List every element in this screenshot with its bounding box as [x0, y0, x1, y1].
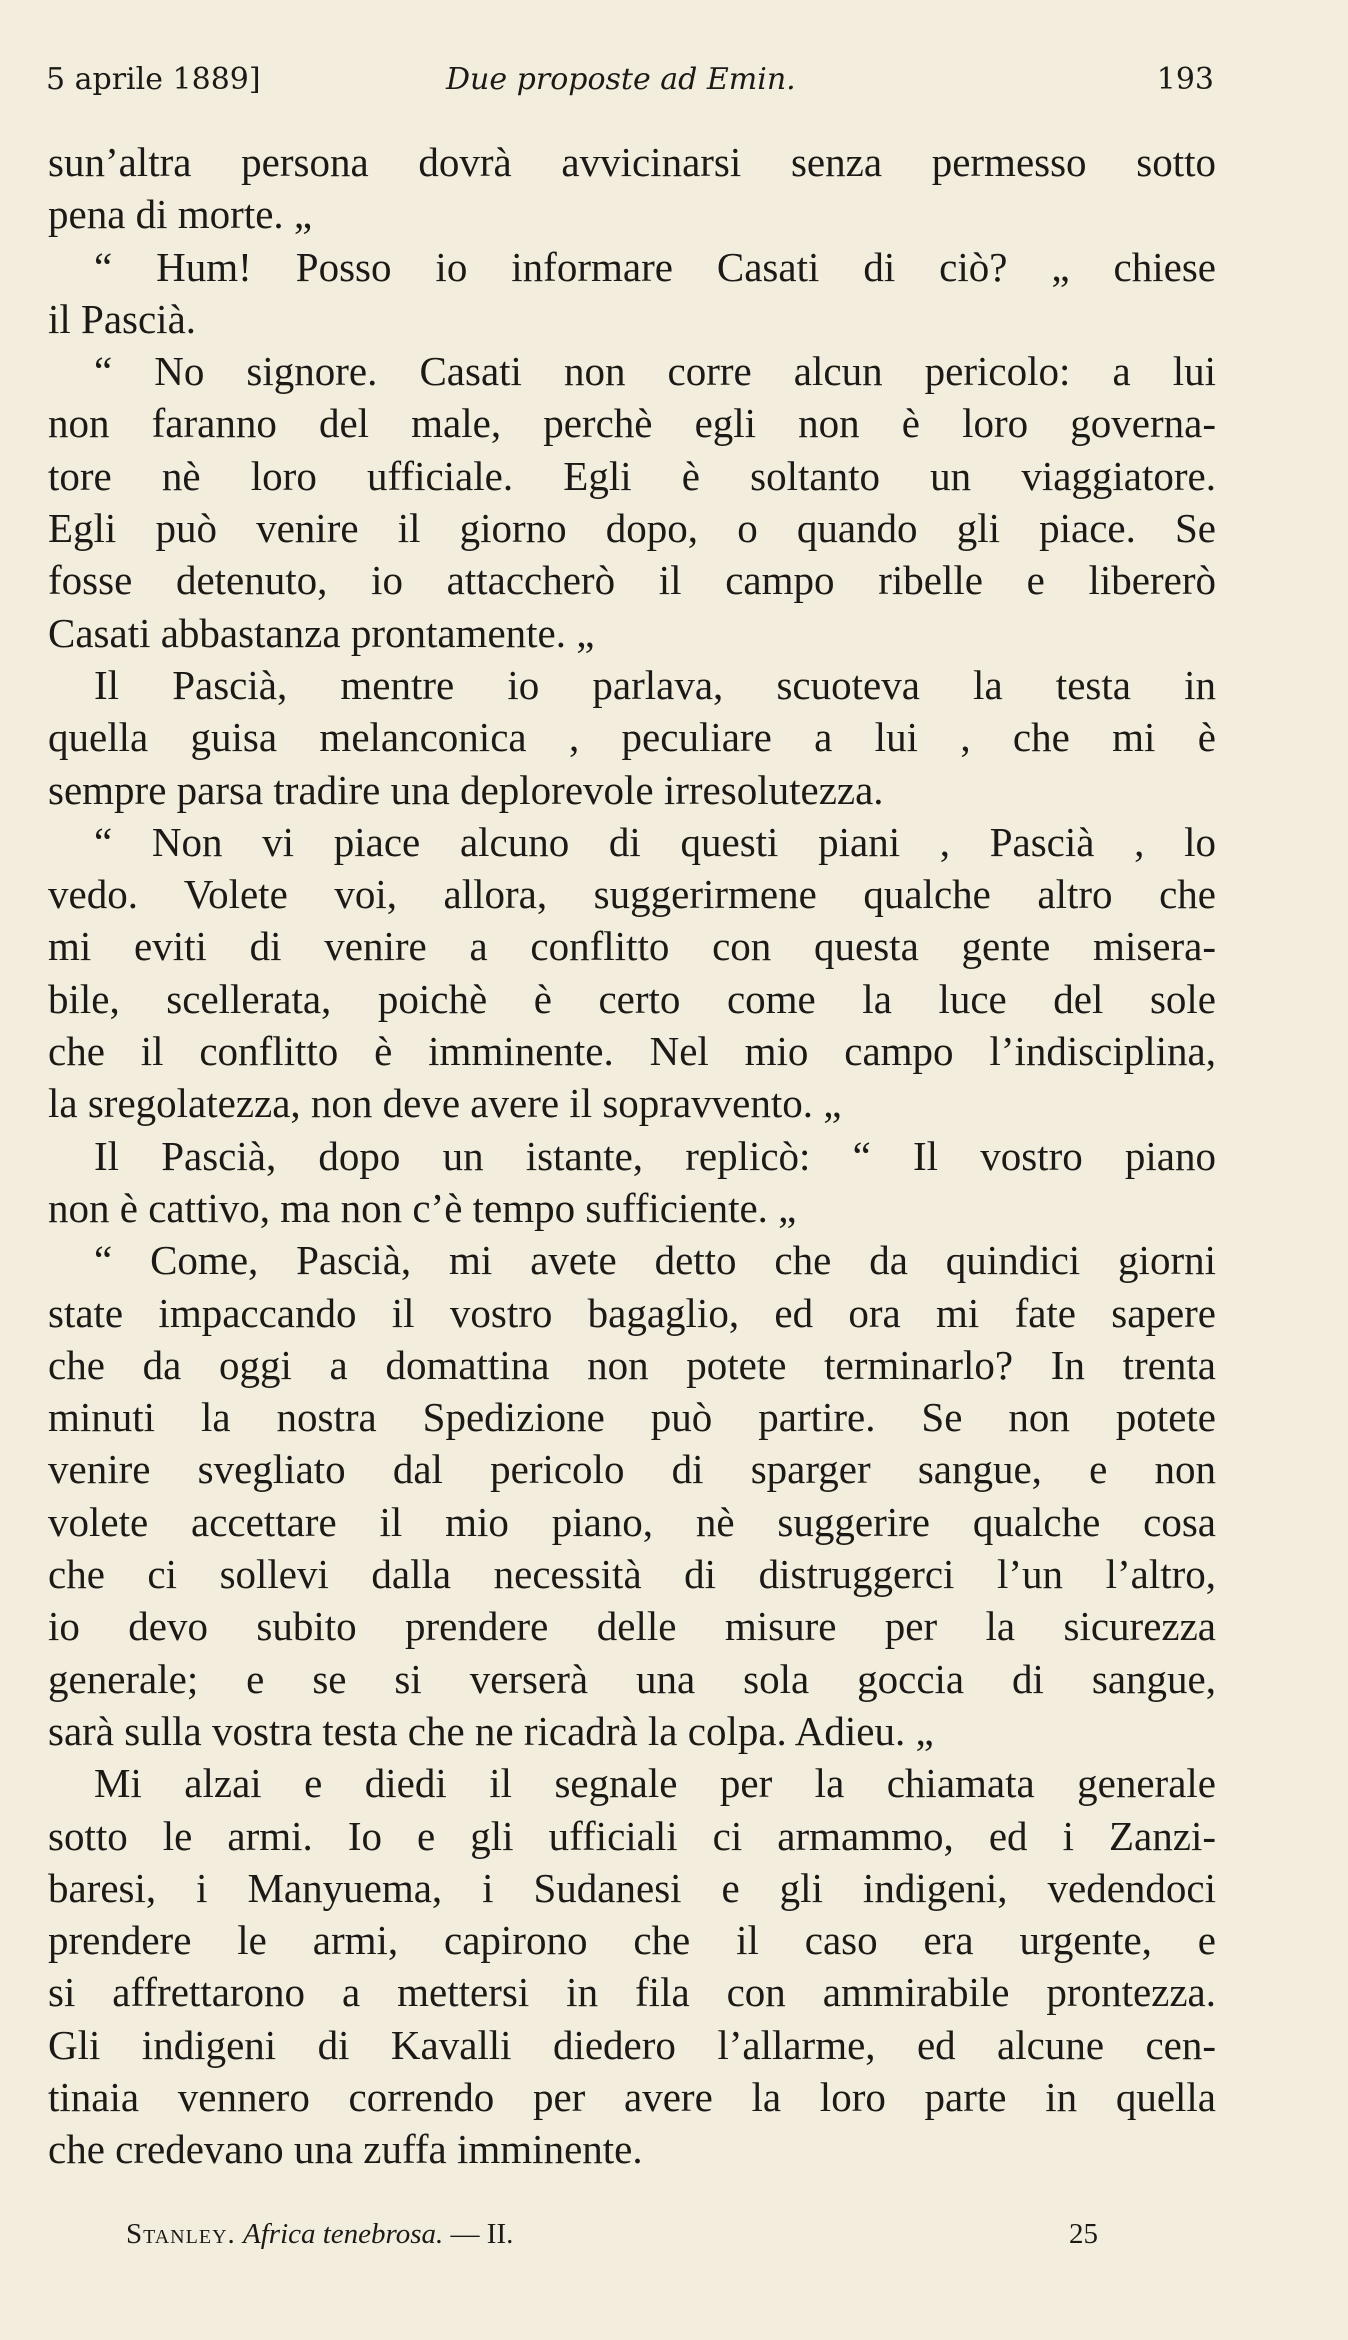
header-date: 5 aprile 1889] [46, 62, 261, 97]
text-line: che ci sollevi dalla necessità di distruggerci l’un l’altro, [48, 1551, 1216, 1598]
text-line: Egli può venire il giorno dopo, o quando gli piace. Se [48, 505, 1216, 552]
text-line: “ Come, Pascià, mi avete detto che da quindici giorni [94, 1237, 1216, 1284]
footer-signature-number: 25 [1069, 2218, 1098, 2250]
text-line: volete accettare il mio piano, nè suggerire qualche cosa [48, 1498, 1216, 1545]
text-line: mi eviti di venire a conflitto con questa gente misera- [48, 923, 1216, 970]
page-number: 193 [1156, 62, 1214, 97]
text-line: Casati abbastanza prontamente. „ [48, 609, 595, 656]
footer-volume: — II. [450, 2218, 514, 2250]
text-line: che da oggi a domattina non potete terminarlo? In trenta [48, 1341, 1216, 1388]
text-line: bile, scellerata, poichè è certo come la luce del sole [48, 975, 1216, 1022]
text-line: Il Pascià, mentre io parlava, scuoteva la testa in [94, 661, 1216, 708]
text-line: state impaccando il vostro bagaglio, ed ora mi fate sapere [48, 1289, 1216, 1336]
text-line: che il conflitto è imminente. Nel mio campo l’indisciplina, [48, 1028, 1216, 1075]
text-line: “ No signore. Casati non corre alcun pericolo: a lui [94, 348, 1216, 395]
footer-book-title: Africa tenebrosa. [243, 2218, 444, 2250]
text-line: io devo subito prendere delle misure per la sicurezza [48, 1603, 1216, 1650]
text-line: prendere le armi, capirono che il caso era urgente, e [48, 1917, 1216, 1964]
text-line: che credevano una zuffa imminente. [48, 2126, 643, 2173]
text-line: sun’altra persona dovrà avvicinarsi senza permesso sotto [48, 139, 1216, 185]
text-line: generale; e se si verserà una sola goccia di sangue, [48, 1655, 1216, 1702]
footer-signature-text [126, 2218, 513, 2251]
text-line: minuti la nostra Spedizione può partire. Se non potete [48, 1394, 1216, 1441]
text-line: “ Hum! Posso io informare Casati di ciò? „ chiese [94, 243, 1216, 290]
body-text [48, 136, 1216, 2176]
text-line: tinaia vennero correndo per avere la loro parte in quella [48, 2073, 1216, 2120]
text-line: Gli indigeni di Kavalli diedero l’allarme, ed alcune cen- [48, 2021, 1216, 2068]
text-line: si affrettarono a mettersi in fila con ammirabile prontezza. [48, 1969, 1216, 2016]
text-line: non è cattivo, ma non c’è tempo sufficiente. „ [48, 1184, 797, 1231]
header-chapter-title: Due proposte ad Emin. [446, 62, 796, 97]
text-line: sotto le armi. Io e gli ufficiali ci armammo, ed i Zanzi- [48, 1812, 1216, 1859]
signature-footer [126, 2218, 1098, 2258]
text-line: la sregolatezza, non deve avere il sopravvento. „ [48, 1080, 842, 1127]
footer-author: Stanley. [126, 2218, 236, 2250]
running-header [46, 62, 1214, 112]
text-line: Mi alzai e diedi il segnale per la chiamata generale [94, 1760, 1216, 1807]
text-line: tore nè loro ufficiale. Egli è soltanto un viaggiatore. [48, 452, 1216, 499]
text-line: pena di morte. „ [48, 191, 313, 238]
text-line: sempre parsa tradire una deplorevole irresolutezza. [48, 766, 884, 813]
text-line: il Pascià. [48, 295, 197, 342]
text-line: non faranno del male, perchè egli non è loro governa- [48, 400, 1216, 447]
text-line: venire svegliato dal pericolo di sparger sangue, e non [48, 1446, 1216, 1493]
text-line: Il Pascià, dopo un istante, replicò: “ Il vostro piano [94, 1132, 1216, 1179]
text-line: “ Non vi piace alcuno di questi piani , Pascià , lo [94, 818, 1216, 865]
text-line: vedo. Volete voi, allora, suggerirmene qualche altro che [48, 871, 1216, 918]
text-line: quella guisa melanconica , peculiare a lui , che mi è [48, 714, 1216, 761]
text-line: sarà sulla vostra testa che ne ricadrà la colpa. Adieu. „ [48, 1707, 934, 1754]
text-line: fosse detenuto, io attaccherò il campo ribelle e libererò [48, 557, 1216, 604]
text-line: baresi, i Manyuema, i Sudanesi e gli indigeni, vedendoci [48, 1864, 1216, 1911]
